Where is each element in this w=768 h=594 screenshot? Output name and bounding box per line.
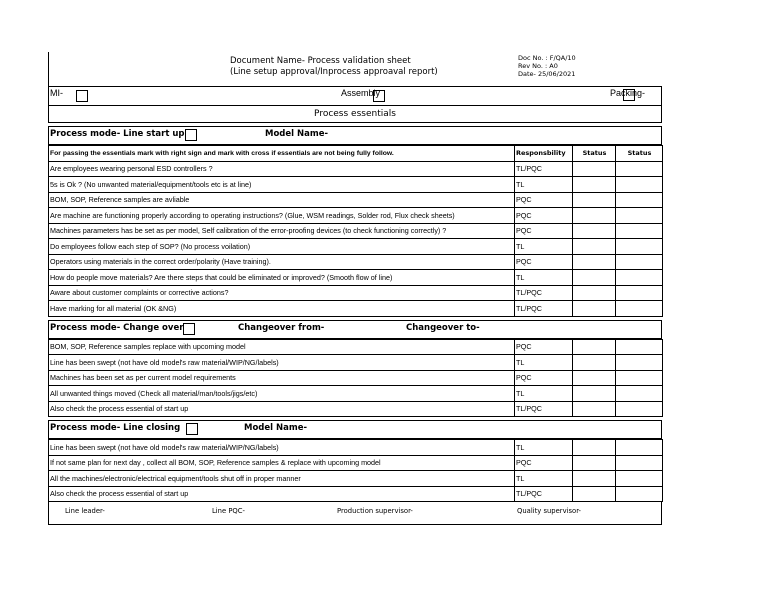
line-startup-table (48, 145, 663, 317)
table-row (49, 486, 663, 502)
essential-text: Machines parameters has be set as per model, Self calibration of the error-proofing devices (to check functioning correctly) ? (49, 223, 515, 239)
signature-footer (48, 502, 662, 525)
status-cell-1[interactable] (573, 270, 616, 286)
essential-text: Operators using materials in the correct order/polarity (Have training). (49, 254, 515, 270)
process-validation-sheet (48, 52, 662, 525)
status-cell-2[interactable] (616, 192, 663, 208)
packing-label: Packing- (610, 88, 646, 98)
line-closing-mode-label: Process mode- Line closing (50, 423, 181, 433)
status-cell-1[interactable] (573, 177, 616, 193)
status-cell-2[interactable] (616, 486, 663, 502)
responsibility-header: Responsbility (515, 146, 573, 162)
essential-text: Line has been swept (not have old model's raw material/WIP/NG/labels) (49, 355, 515, 371)
table-row (49, 270, 663, 286)
status-cell-1[interactable] (573, 208, 616, 224)
essential-text: 5s is Ok ? (No unwanted material/equipment/tools etc is at line) (49, 177, 515, 193)
responsibility-cell: PQC (515, 254, 573, 270)
table-row (49, 161, 663, 177)
status-cell-2[interactable] (616, 177, 663, 193)
table-header-row (49, 146, 663, 162)
responsibility-cell: TL (515, 471, 573, 487)
responsibility-cell: TL (515, 386, 573, 402)
changeover-checkbox[interactable] (183, 323, 195, 335)
essential-text: How do people move materials? Are there steps that could be eliminated or improved? (Smooth flow of line) (49, 270, 515, 286)
status-cell-1[interactable] (573, 401, 616, 417)
table-row (49, 440, 663, 456)
status-cell-1[interactable] (573, 223, 616, 239)
status-cell-1[interactable] (573, 285, 616, 301)
status-cell-1[interactable] (573, 301, 616, 317)
essential-text: Aware about customer complaints or corrective actions? (49, 285, 515, 301)
document-subtitle: (Line setup approval/Inprocess approaval report) (230, 67, 438, 77)
table-row (49, 239, 663, 255)
status-header-2: Status (616, 146, 663, 162)
line-startup-mode-label: Process mode- Line start up (50, 129, 185, 139)
line-leader-signature: Line leader- (65, 507, 105, 515)
responsibility-cell: TL/PQC (515, 401, 573, 417)
startup-model-name-label: Model Name- (265, 129, 329, 139)
essential-text: All the machines/electronic/electrical equipment/tools shut off in proper manner (49, 471, 515, 487)
responsibility-cell: TL (515, 440, 573, 456)
responsibility-cell: TL/PQC (515, 486, 573, 502)
table-row (49, 455, 663, 471)
responsibility-cell: TL (515, 355, 573, 371)
essential-text: Do employees follow each step of SOP? (No process voilation) (49, 239, 515, 255)
status-cell-2[interactable] (616, 455, 663, 471)
document-title (230, 56, 438, 78)
table-row (49, 355, 663, 371)
status-cell-1[interactable] (573, 386, 616, 402)
responsibility-cell: TL/PQC (515, 301, 573, 317)
essential-text: Machines has been set as per current model requirements (49, 370, 515, 386)
table-row (49, 254, 663, 270)
status-cell-1[interactable] (573, 339, 616, 355)
document-header (48, 52, 662, 86)
status-cell-2[interactable] (616, 223, 663, 239)
status-cell-2[interactable] (616, 370, 663, 386)
table-row (49, 223, 663, 239)
responsibility-cell: TL/PQC (515, 285, 573, 301)
changeover-to-label: Changeover to- (406, 322, 480, 333)
status-cell-1[interactable] (573, 161, 616, 177)
changeover-section-header (48, 320, 662, 339)
assembly-checkbox[interactable] (373, 90, 385, 102)
changeover-from-label: Changeover from- (238, 322, 325, 333)
document-name: Document Name- Process validation sheet (230, 56, 411, 66)
closing-model-name-label: Model Name- (244, 423, 308, 433)
status-cell-2[interactable] (616, 270, 663, 286)
responsibility-cell: TL (515, 177, 573, 193)
status-cell-2[interactable] (616, 386, 663, 402)
line-closing-table (48, 439, 663, 502)
status-cell-1[interactable] (573, 440, 616, 456)
changeover-table (48, 339, 663, 418)
line-pqc-signature: Line PQC- (212, 507, 245, 515)
status-cell-1[interactable] (573, 486, 616, 502)
status-cell-2[interactable] (616, 208, 663, 224)
status-cell-1[interactable] (573, 192, 616, 208)
doc-number: Doc No. : F/QA/10 (518, 54, 576, 62)
assembly-label: Assembly (341, 88, 381, 98)
essential-text: If not same plan for next day , collect all BOM, SOP, Reference samples & replace with upcoming model (49, 455, 515, 471)
table-row (49, 386, 663, 402)
status-cell-2[interactable] (616, 285, 663, 301)
line-closing-section-header (48, 420, 662, 439)
rev-number: Rev No. : A0 (518, 62, 558, 70)
essential-text: Line has been swept (not have old model's raw material/WIP/NG/labels) (49, 440, 515, 456)
production-supervisor-signature: Production supervisor- (337, 507, 413, 515)
table-row (49, 285, 663, 301)
responsibility-cell: PQC (515, 223, 573, 239)
status-cell-1[interactable] (573, 254, 616, 270)
table-row (49, 301, 663, 317)
status-header-1: Status (573, 146, 616, 162)
area-selection-row (48, 86, 662, 105)
table-row (49, 370, 663, 386)
status-cell-2[interactable] (616, 301, 663, 317)
line-startup-checkbox[interactable] (185, 129, 197, 141)
quality-supervisor-signature: Quality supervisor- (517, 507, 582, 515)
status-cell-2[interactable] (616, 440, 663, 456)
responsibility-cell: PQC (515, 192, 573, 208)
responsibility-cell: TL/PQC (515, 161, 573, 177)
status-cell-1[interactable] (573, 471, 616, 487)
status-cell-2[interactable] (616, 254, 663, 270)
status-cell-1[interactable] (573, 455, 616, 471)
essential-text: Are machine are functioning properly according to operating instructions? (Glue, WSM readings, Solder rod, Flux check sheets) (49, 208, 515, 224)
essential-text: BOM, SOP, Reference samples replace with upcoming model (49, 339, 515, 355)
responsibility-cell: TL (515, 270, 573, 286)
status-cell-1[interactable] (573, 355, 616, 371)
process-essentials-title: Process essentials (48, 105, 662, 123)
table-row (49, 471, 663, 487)
instruction-text: For passing the essentials mark with right sign and mark with cross if essentials are not being fully follow. (49, 146, 515, 162)
responsibility-cell: TL (515, 239, 573, 255)
mi-label: MI- (50, 88, 63, 98)
line-closing-checkbox[interactable] (186, 423, 198, 435)
essential-text: All unwanted things moved (Check all material/man/tools/jigs/etc) (49, 386, 515, 402)
status-cell-2[interactable] (616, 355, 663, 371)
essential-text: Also check the process essential of start up (49, 401, 515, 417)
responsibility-cell: PQC (515, 339, 573, 355)
essential-text: BOM, SOP, Reference samples are avliable (49, 192, 515, 208)
status-cell-2[interactable] (616, 471, 663, 487)
line-startup-section-header (48, 126, 662, 145)
packing-checkbox[interactable] (623, 89, 635, 101)
essential-text: Also check the process essential of start up (49, 486, 515, 502)
doc-date: Date- 25/06/2021 (518, 70, 576, 78)
essential-text: Are employees wearing personal ESD controllers ? (49, 161, 515, 177)
responsibility-cell: PQC (515, 208, 573, 224)
status-cell-2[interactable] (616, 339, 663, 355)
changeover-mode-label: Process mode- Change over (50, 322, 184, 333)
table-row (49, 401, 663, 417)
status-cell-1[interactable] (573, 239, 616, 255)
status-cell-2[interactable] (616, 239, 663, 255)
table-row (49, 208, 663, 224)
table-row (49, 177, 663, 193)
essential-text: Have marking for all material (OK &NG) (49, 301, 515, 317)
status-cell-2[interactable] (616, 401, 663, 417)
table-row (49, 192, 663, 208)
status-cell-1[interactable] (573, 370, 616, 386)
table-row (49, 339, 663, 355)
responsibility-cell: PQC (515, 370, 573, 386)
status-cell-2[interactable] (616, 161, 663, 177)
responsibility-cell: PQC (515, 455, 573, 471)
document-meta (518, 54, 576, 78)
mi-checkbox[interactable] (76, 90, 88, 102)
